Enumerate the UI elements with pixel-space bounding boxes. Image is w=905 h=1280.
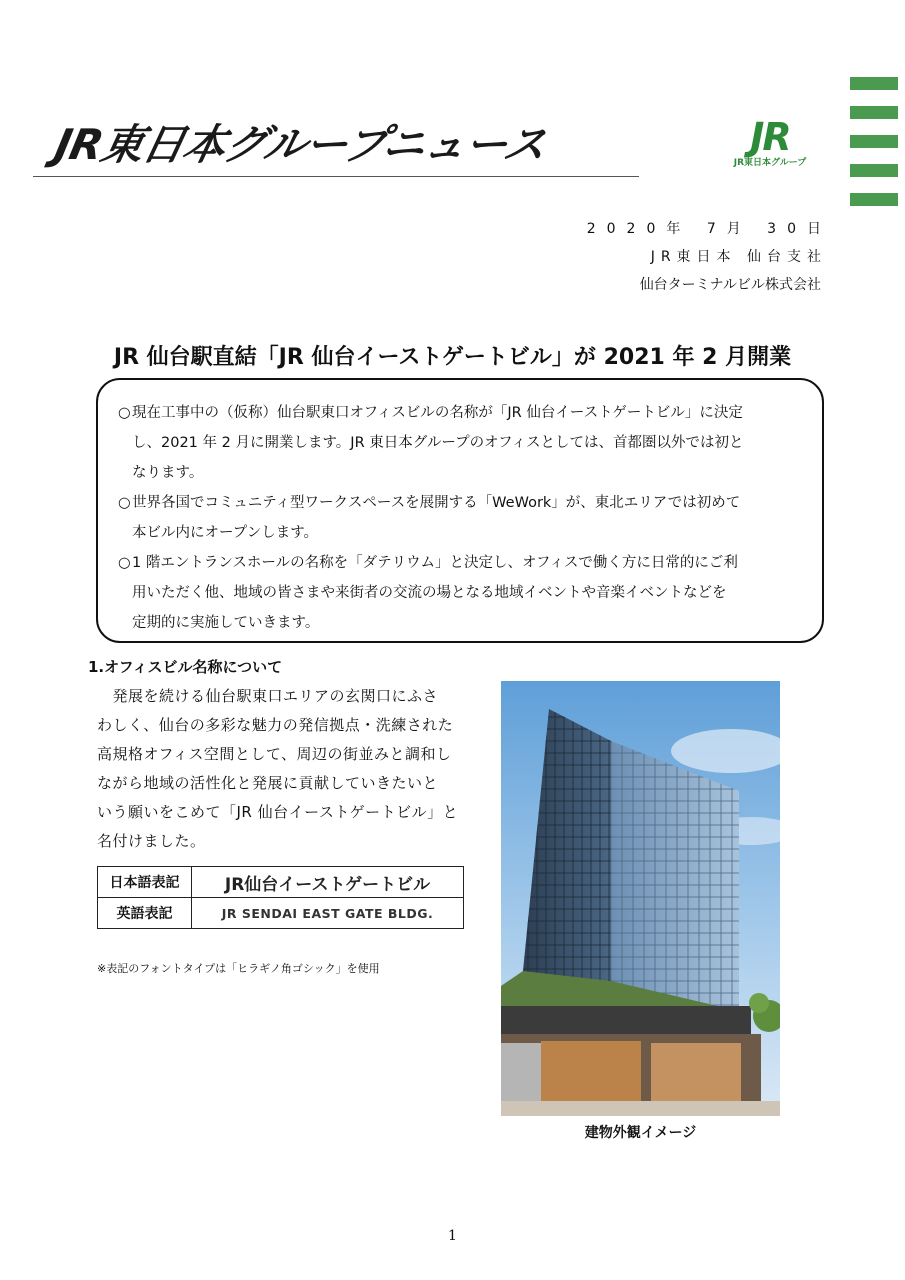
headline: JR 仙台駅直結「JR 仙台イーストゲートビル」が 2021 年 2 月開業 — [113, 345, 792, 370]
font-note: ※表記のフォントタイプは「ヒラギノ角ゴシック」を使用 — [97, 962, 380, 975]
summary-line: 現在工事中の（仮称）仙台駅東口オフィスビルの名称が「JR 仙台イーストゲートビル」に決定 — [132, 405, 743, 421]
name-japanese: JR仙台イーストゲートビル — [192, 867, 464, 898]
header-rule — [33, 176, 639, 177]
summary-bullet — [118, 488, 808, 548]
jr-logo-sub: JR東日本グループ — [733, 158, 807, 168]
summary-bullet — [118, 548, 808, 638]
table-row — [98, 867, 464, 898]
image-caption: 建物外観イメージ — [584, 1125, 697, 1141]
jr-logo-mark: JR — [750, 115, 790, 159]
issuer-jr-east: JR東日本 仙台支社 — [650, 249, 827, 265]
section-body — [97, 682, 467, 856]
name-english: JR SENDAI EAST GATE BLDG. — [192, 898, 464, 929]
label-japanese: 日本語表記 — [98, 867, 192, 898]
bullet-mark: ○ — [118, 555, 131, 571]
body-line: わしく、仙台の多彩な魅力の発信拠点・洗練された — [97, 716, 454, 734]
release-date: 2020年 7月 30日 — [586, 221, 832, 237]
table-row — [98, 898, 464, 929]
body-line: 発展を続ける仙台駅東口エリアの玄関口にふさ — [97, 687, 439, 705]
green-stripe — [850, 135, 898, 148]
summary-bullet — [118, 398, 808, 488]
green-stripe — [850, 77, 898, 90]
summary-line: 用いただく他、地域の皆さまや来街者の交流の場となる地域イベントや音楽イベントなどを — [132, 585, 727, 601]
building-exterior-image — [501, 681, 780, 1116]
podium — [501, 1006, 751, 1034]
building-name-table — [97, 866, 464, 929]
bullet-mark: ○ — [118, 405, 131, 421]
issuer-terminal-building: 仙台ターミナルビル株式会社 — [639, 277, 821, 293]
green-stripe — [850, 106, 898, 119]
summary-line: なります。 — [132, 465, 204, 481]
label-english: 英語表記 — [98, 898, 192, 929]
body-line: 高規格オフィス空間として、周辺の街並みと調和し — [97, 745, 452, 763]
bullet-mark: ○ — [118, 495, 131, 511]
brand-title: JR東日本グループニュース — [50, 120, 551, 169]
body-line: ながら地域の活性化と発展に貢献していきたいと — [97, 774, 439, 792]
summary-line: 本ビル内にオープンします。 — [132, 525, 319, 541]
jr-logo — [728, 117, 812, 171]
summary-line: し、2021 年 2 月に開業します。JR 東日本グループのオフィスとしては、首都圏以外では初と — [132, 435, 744, 451]
summary-line: 定期的に実施していきます。 — [132, 615, 320, 631]
section-heading: 1.オフィスビル名称について — [88, 658, 283, 676]
body-line: 名付けました。 — [97, 832, 206, 850]
green-stripe — [850, 193, 898, 206]
summary-line: 世界各国でコミュニティ型ワークスペースを展開する「WeWork」が、東北エリアでは初めて — [132, 495, 741, 511]
summary-line: 1 階エントランスホールの名称を「ダテリウム」と決定し、オフィスで働く方に日常的にご利 — [132, 555, 738, 571]
page-number: 1 — [448, 1228, 457, 1244]
green-stripe — [850, 164, 898, 177]
body-line: いう願いをこめて「JR 仙台イーストゲートビル」と — [97, 803, 459, 821]
